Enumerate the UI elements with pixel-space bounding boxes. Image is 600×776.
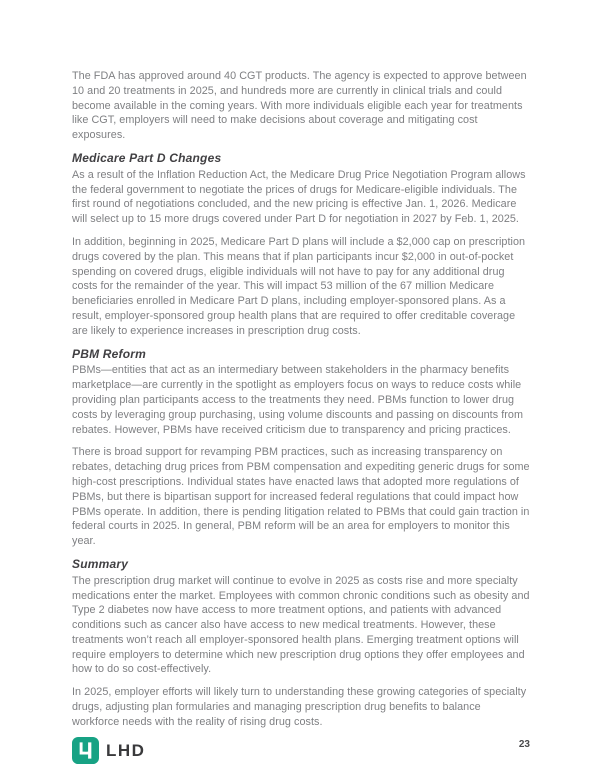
paragraph: In addition, beginning in 2025, Medicare Part D plans will include a $2,000 cap on prescription drugs covered by the plan. This means that if plan participants incur $2,000 in out-of-pocket spending on covered drugs, eligible individuals will not have to pay for any additional drug costs for the remainder of the year. This will impact 53 million of the 67 million Medicare beneficiaries enrolled in Medicare Part D plans, including employer-sponsored plans. As a result, employer-sponsored group health plans that are required to offer creditable coverage are likely to experience increases in prescription drug costs. — [72, 235, 526, 337]
section-heading-summary: Summary — [72, 556, 129, 571]
page-footer — [72, 737, 530, 764]
page-content — [72, 69, 530, 738]
paragraph: The prescription drug market will continue to evolve in 2025 as costs rise and more specialty medications enter the market. Employees with common chronic conditions such as obesity and Type 2 diabetes now have access to more treatment options, and patients with advanced conditions such as cancer also have access to new medical treatments. However, these treatments won’t reach all employer-sponsored health plans. Emerging treatment options will require employers to determine which new prescription drug options they offer employees and how to do so cost-effectively. — [72, 574, 530, 676]
intro-paragraph: The FDA has approved around 40 CGT products. The agency is expected to approve between 10 and 20 treatments in 2025, and hundreds more are currently in clinical trials and could become available in the coming years. With more individuals eligible each year for treatments like CGT, employers will need to make decisions about coverage and mitigating cost exposures. — [72, 70, 527, 142]
paragraph: There is broad support for revamping PBM practices, such as increasing transparency on rebates, detaching drug prices from PBM compensation and expediting generic drugs for some high-cost prescriptions. Individual states have enacted laws that adopted more regulations of PBMs, but there is bipartisan support for increased federal regulations that could impact how PBMs operate. In addition, there is pending litigation related to PBMs that could gain traction in federal courts in 2025. In general, PBM reform will be an area for employers to monitor this year. — [72, 446, 530, 548]
lhd-logo-text: LHD — [106, 741, 146, 760]
lhd-logo — [72, 737, 145, 764]
lhd-logo-icon — [72, 737, 99, 764]
paragraph: In 2025, employer efforts will likely turn to understanding these growing categories of specialty drugs, adjusting plan formularies and managing prescription drug benefits to balance workforce needs with the reality of rising drug costs. — [72, 686, 527, 728]
paragraph: As a result of the Inflation Reduction Act, the Medicare Drug Price Negotiation Program allows the federal government to negotiate the prices of drugs for Medicare-eligible individuals. The first round of negotiations concluded, and the new pricing is effective Jan. 1, 2026. Medicare will select up to 15 more drugs covered under Part D for negotiation in 2027 by Feb. 1, 2025. — [72, 168, 526, 226]
section-heading-pbm-reform: PBM Reform — [72, 346, 147, 361]
paragraph: PBMs—entities that act as an intermediary between stakeholders in the pharmacy benefits marketplace—are currently in the spotlight as employers focus on ways to reduce costs while providing plan participants access to the treatments they need. PBMs function to lower drug costs by leveraging group purchasing, using volume discounts and passing on discounts from rebates. However, PBMs have received criticism due to transparency and pricing practices. — [72, 364, 524, 436]
section-heading-medicare-part-d: Medicare Part D Changes — [72, 150, 222, 165]
page-number: 23 — [518, 739, 530, 750]
